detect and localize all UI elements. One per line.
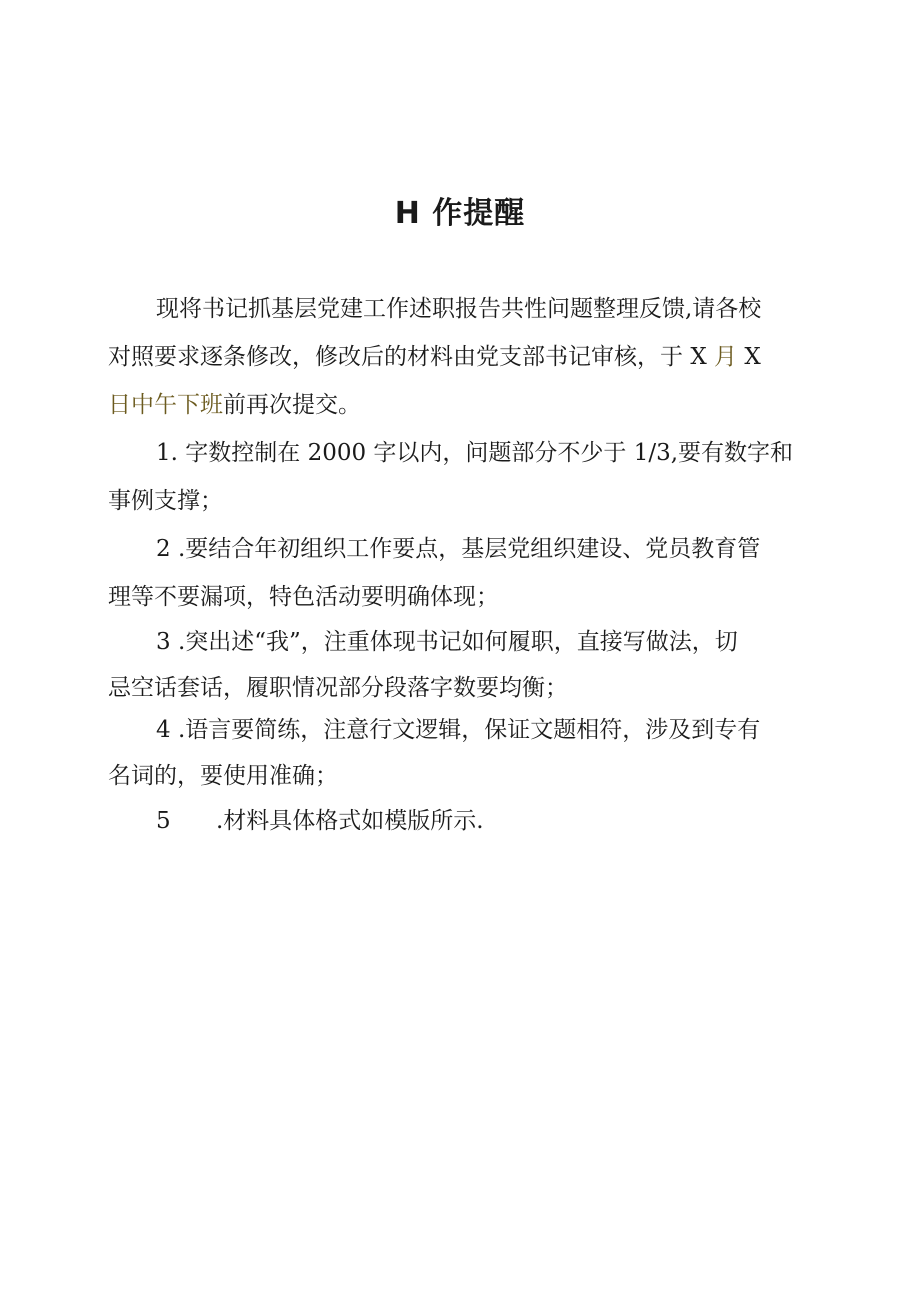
- list-item-1-line-2: 事例支撑；: [108, 488, 223, 514]
- list-item-3-line-2: 忌空话套话，履职情况部分段落字数要均衡；: [108, 675, 568, 701]
- list-item-5: [156, 805, 812, 837]
- list-item-2-line-2: 理等不要漏项，特色活动要明确体现；: [108, 584, 499, 610]
- intro-date-month-x: X: [690, 344, 707, 370]
- intro-date-month: 月: [714, 344, 737, 370]
- list-item-4-line-2: 名词的，要使用准确；: [108, 763, 338, 789]
- list-item-1-line-1: 1. 字数控制在 2000 字以内，问题部分不少于 1/3,要有数字和: [156, 440, 794, 466]
- list-item-5-number: 5: [156, 808, 171, 834]
- list-item-4-line-1: 4 .语言要简练，注意行文逻辑，保证文题相符，涉及到专有: [156, 717, 761, 743]
- intro-line-3-text: 前再次提交。: [223, 392, 361, 418]
- intro-deadline-time: 日中午下班: [108, 392, 223, 418]
- list-item-2-line-1: 2 .要结合年初组织工作要点，基层党组织建设、党员教育管: [156, 536, 761, 562]
- list-item-5-text: .材料具体格式如模版所示.: [216, 808, 484, 834]
- list-item-3-line-1: 3 .突出述“我”，注重体现书记如何履职，直接写做法，切: [156, 629, 738, 655]
- intro-line-2: [108, 341, 812, 373]
- intro-line-3: [108, 389, 812, 421]
- intro-line-2-text: 对照要求逐条修改，修改后的材料由党支部书记审核，于: [108, 344, 683, 370]
- page-title: H 作提醒: [394, 196, 526, 231]
- intro-line-1: 现将书记抓基层党建工作述职报告共性问题整理反馈,请各校: [156, 296, 762, 322]
- intro-date-day-x: X: [744, 344, 761, 370]
